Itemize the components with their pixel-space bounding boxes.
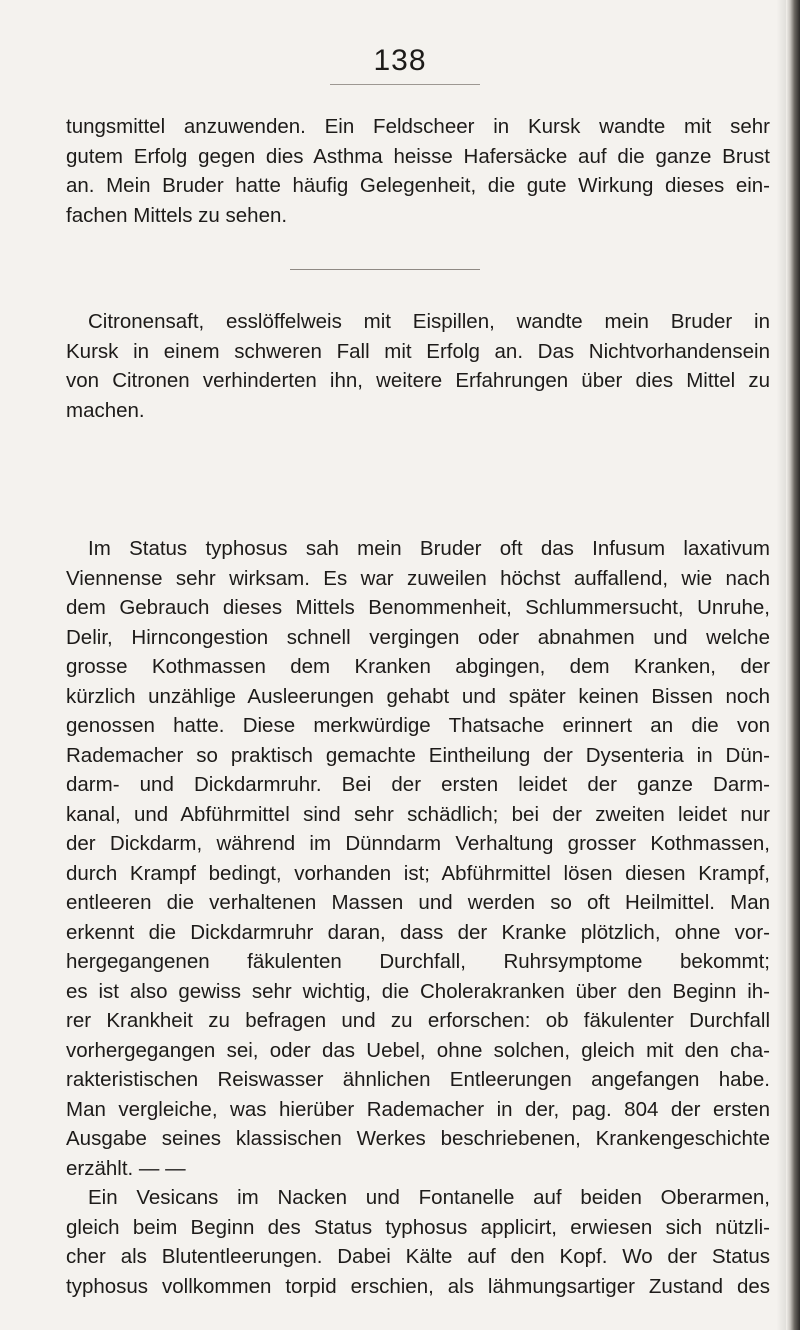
text-line: Ausgabe seines klassischen Werkes beschriebenen, Krankengeschichte — [66, 1127, 770, 1150]
text-line: entleeren die verhaltenen Massen und werden so oft Heilmittel. Man — [66, 891, 770, 914]
text-line: fachen Mittels zu sehen. — [66, 203, 288, 227]
page-number: 138 — [373, 44, 427, 77]
text-line: grosse Kothmassen dem Kranken abgingen, dem Kranken, der — [66, 655, 770, 678]
section-separator — [290, 269, 480, 270]
text-line: Man vergleiche, was hierüber Rademacher in der, pag. 804 der ersten — [66, 1097, 770, 1121]
text-line: erzählt. — — — [66, 1156, 186, 1180]
text-line: erkennt die Dickdarmruhr daran, dass der Kranke plötzlich, ohne vor- — [66, 920, 770, 944]
text-line: Ein Vesicans im Nacken und Fontanelle auf beiden Oberarmen, — [88, 1186, 770, 1209]
paragraph-3 — [66, 534, 770, 1301]
text-line: rakteristischen Reiswasser ähnlichen Entleerungen angefangen habe. — [66, 1068, 770, 1091]
text-line: es ist also gewiss sehr wichtig, die Cholerakranken über den Beginn ih- — [66, 979, 770, 1003]
book-spine-edge — [786, 0, 800, 1330]
text-line: hergegangenen fäkulenten Durchfall, Ruhrsymptome bekommt; — [66, 950, 770, 973]
text-line: genossen hatte. Diese merkwürdige Thatsache erinnert an die von — [66, 714, 770, 737]
page-edge-shadow — [776, 0, 786, 1330]
text-line: kanal, und Abführmittel sind sehr schädlich; bei der zweiten leidet nur — [66, 802, 770, 826]
text-line: Rademacher so praktisch gemachte Eintheilung der Dysenteria in Dün- — [66, 743, 770, 767]
text-line: der Dickdarm, während im Dünndarm Verhaltung grosser Kothmassen, — [66, 832, 770, 855]
text-line: kürzlich unzählige Ausleerungen gehabt und später keinen Bissen noch — [66, 684, 770, 708]
text-line: Kursk in einem schweren Fall mit Erfolg an. Das Nichtvorhandensein — [66, 339, 770, 363]
text-line: tungsmittel anzuwenden. Ein Feldscheer in Kursk wandte mit sehr — [66, 115, 770, 138]
text-line: Viennense sehr wirksam. Es war zuweilen höchst auffallend, wie nach — [66, 566, 770, 590]
paragraph-2 — [66, 307, 770, 425]
text-line: gleich beim Beginn des Status typhosus applicirt, erwiesen sich nützli- — [66, 1215, 770, 1239]
text-line: Citronensaft, esslöffelweis mit Eispillen, wandte mein Bruder in — [88, 310, 770, 333]
page-number-rule — [330, 84, 480, 85]
text-line: cher als Blutentleerungen. Dabei Kälte auf den Kopf. Wo der Status — [66, 1245, 770, 1268]
text-line: an. Mein Bruder hatte häufig Gelegenheit, die gute Wirkung dieses ein- — [66, 174, 770, 197]
text-line: von Citronen verhinderten ihn, weitere Erfahrungen über dies Mittel zu — [66, 369, 770, 392]
text-line: darm- und Dickdarmruhr. Bei der ersten leidet der ganze Darm- — [66, 773, 770, 796]
text-line: rer Krankheit zu befragen und zu erforschen: ob fäkulenter Durchfall — [66, 1009, 770, 1032]
text-line: typhosus vollkommen torpid erschien, als lähmungsartiger Zustand des — [66, 1274, 770, 1298]
paragraph-1 — [66, 112, 770, 230]
text-line: gutem Erfolg gegen dies Asthma heisse Hafersäcke auf die ganze Brust — [66, 144, 770, 168]
text-line: durch Krampf bedingt, vorhanden ist; Abführmittel lösen diesen Krampf, — [66, 861, 770, 885]
text-line: dem Gebrauch dieses Mittels Benommenheit, Schlummersucht, Unruhe, — [66, 596, 770, 619]
text-line: vorhergegangen sei, oder das Uebel, ohne solchen, gleich mit den cha- — [66, 1038, 770, 1062]
text-line: Im Status typhosus sah mein Bruder oft das Infusum laxativum — [88, 537, 770, 560]
text-line: Delir, Hirncongestion schnell vergingen oder abnahmen und welche — [66, 625, 770, 649]
text-line: machen. — [66, 398, 145, 422]
